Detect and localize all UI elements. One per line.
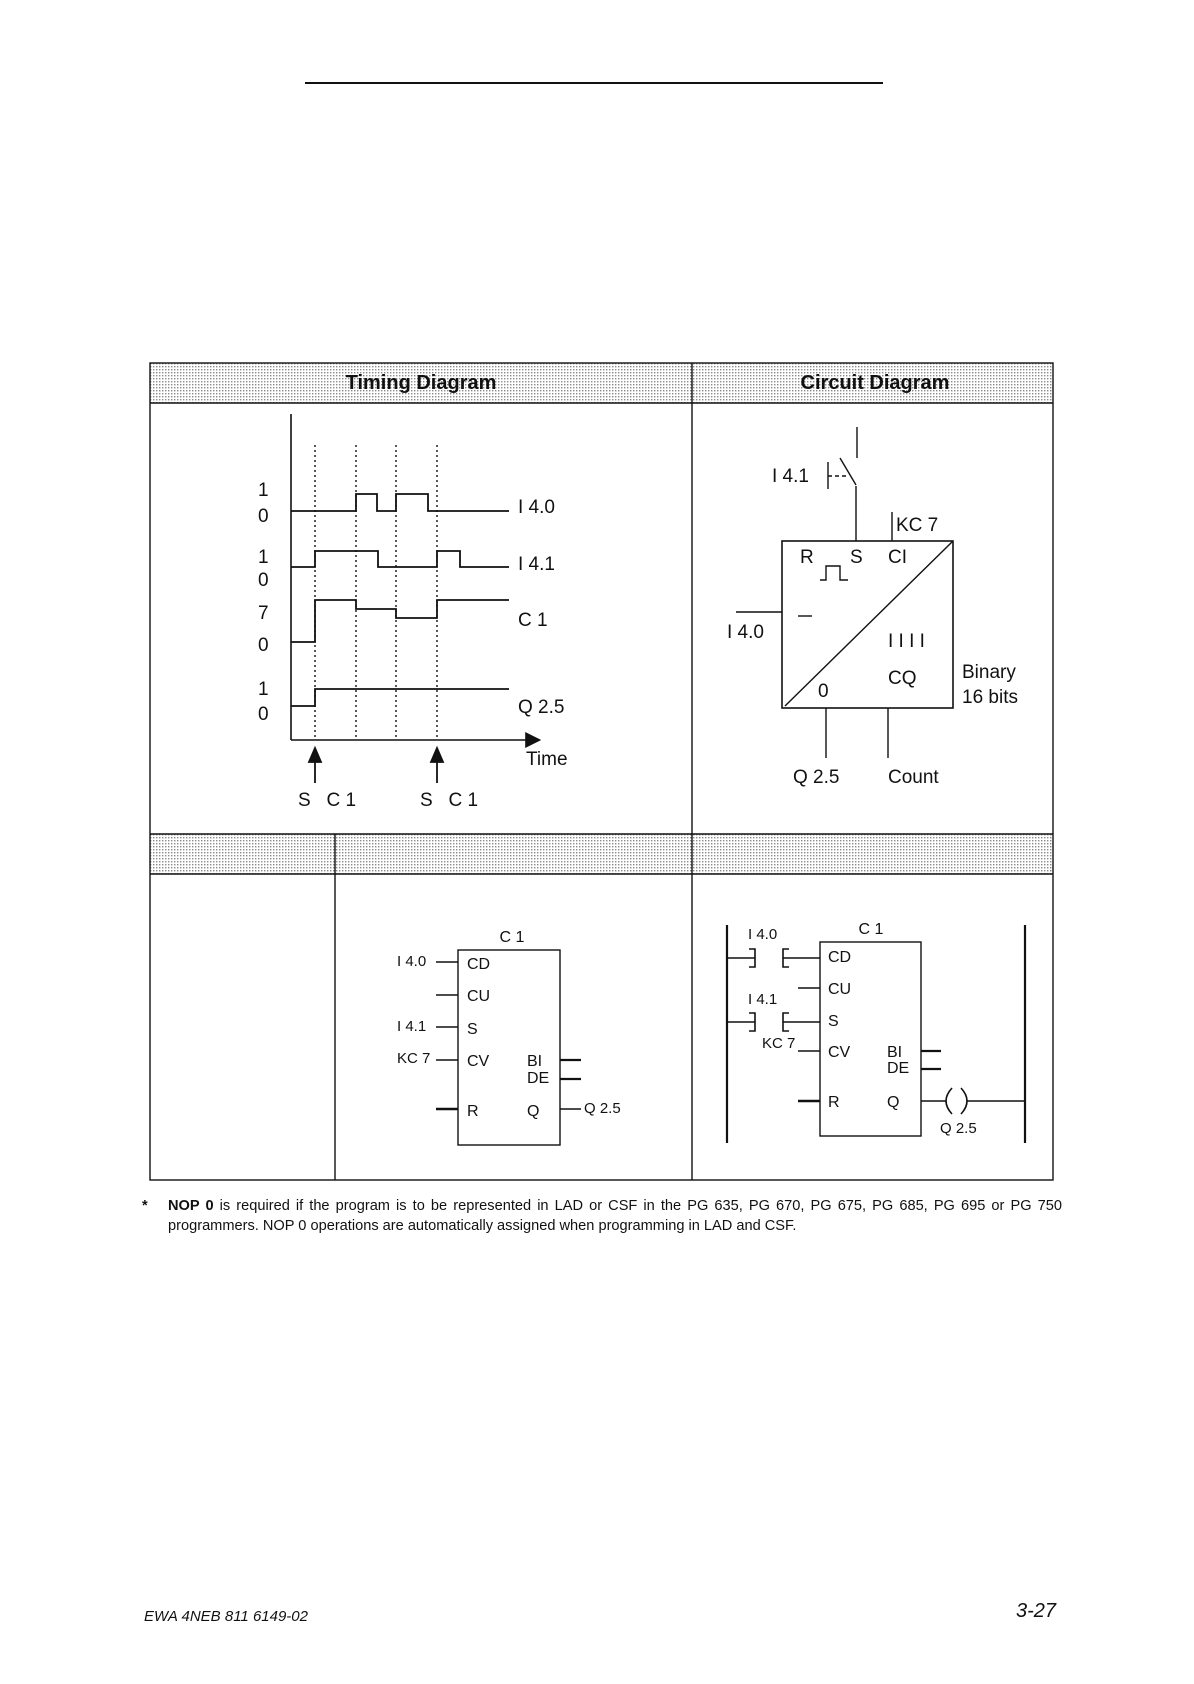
level-label: 1 (258, 547, 269, 568)
level-label: 0 (258, 704, 269, 725)
page-number: 3-27 (1016, 1600, 1057, 1622)
level-label: 1 (258, 679, 269, 700)
output-q25-label: Q 2.5 (793, 767, 840, 788)
csf-pin: Q (527, 1103, 540, 1120)
lad-pin: BI (887, 1044, 903, 1061)
kc7-label: KC 7 (896, 515, 939, 536)
csf-input-cd: I 4.0 (397, 953, 427, 970)
footnote-star: * (142, 1198, 148, 1214)
csf-pin: CU (467, 988, 491, 1005)
pin-r-label: R (800, 547, 814, 568)
csf-pin: R (467, 1103, 479, 1120)
circuit-diagram-header: Circuit Diagram (800, 372, 950, 394)
bits-label: 16 bits (962, 687, 1018, 708)
set-arrow-icon (309, 748, 321, 762)
pin-ci-label: CI (888, 547, 907, 568)
level-label: 7 (258, 603, 269, 624)
document-number: EWA 4NEB 811 6149-02 (144, 1608, 308, 1625)
csf-input-cv: KC 7 (397, 1050, 431, 1067)
csf-pin: CV (467, 1053, 490, 1070)
lad-pin: CD (828, 949, 852, 966)
csf-input-s: I 4.1 (397, 1018, 427, 1035)
footnote-text: is required if the program is to be represented in LAD or CSF in the PG 635, PG 670, PG 675, PG 685, PG 695 or PG 750 programmers. NOP 0 operations are automatically assigned when programming in LAD and CSF. (168, 1198, 1062, 1234)
csf-pin: S (467, 1021, 478, 1038)
set-arrow-icon (431, 748, 443, 762)
level-label: 0 (258, 635, 269, 656)
pin-cq-label: CQ (888, 668, 917, 689)
switch-label: I 4.1 (772, 466, 809, 487)
csf-pin: CD (467, 956, 491, 973)
footnote-body (168, 1196, 1062, 1236)
footnote (142, 1196, 1062, 1236)
pin-s-label: S (850, 547, 863, 568)
level-label: 1 (258, 480, 269, 501)
lad-cv-label: KC 7 (762, 1035, 796, 1052)
lad-pin: CU (828, 981, 852, 998)
waveform-i40 (291, 494, 509, 511)
signal-label-c1: C 1 (518, 610, 548, 631)
waveform-q25 (291, 689, 509, 706)
circuit-diagram (727, 427, 1018, 788)
count-label: Count (888, 767, 939, 788)
signal-label-q25: Q 2.5 (518, 697, 565, 718)
lad-pin: R (828, 1094, 840, 1111)
timing-diagram (258, 414, 568, 811)
lad-coil-label: Q 2.5 (940, 1120, 977, 1137)
set-pulse-symbol (820, 566, 848, 580)
time-axis-label: Time (526, 749, 568, 770)
timing-diagram-header: Timing Diagram (345, 372, 497, 394)
signal-label-i40: I 4.0 (518, 497, 555, 518)
zero-label: 0 (818, 681, 829, 702)
csf-diagram (397, 929, 621, 1145)
csf-block-name: C 1 (499, 929, 525, 946)
signal-label-i41: I 4.1 (518, 554, 555, 575)
coil-icon (961, 1088, 967, 1114)
lad-contact2-label: I 4.1 (748, 991, 778, 1008)
switch-blade (840, 458, 856, 485)
count-ticks: I I I I (888, 631, 925, 652)
csf-output-q: Q 2.5 (584, 1100, 621, 1117)
level-label: 0 (258, 570, 269, 591)
set-label: S C 1 (420, 790, 479, 811)
csf-pin: BI (527, 1053, 543, 1070)
coil-icon (946, 1088, 952, 1114)
timing-gridlines (315, 445, 437, 738)
waveform-c1 (291, 600, 509, 642)
csf-pin: DE (527, 1070, 550, 1087)
lad-diagram (727, 921, 1025, 1143)
lad-contact1-label: I 4.0 (748, 926, 778, 943)
waveform-i41 (291, 551, 509, 567)
level-label: 0 (258, 506, 269, 527)
lad-pin: CV (828, 1044, 851, 1061)
set-label: S C 1 (298, 790, 357, 811)
lad-block-name: C 1 (858, 921, 884, 938)
second-header-band (150, 834, 1053, 874)
binary-label: Binary (962, 662, 1016, 683)
lad-pin: S (828, 1013, 839, 1030)
lad-pin: Q (887, 1094, 900, 1111)
footnote-bold: NOP 0 (168, 1198, 214, 1214)
input-i40-label: I 4.0 (727, 622, 764, 643)
lad-pin: DE (887, 1060, 910, 1077)
